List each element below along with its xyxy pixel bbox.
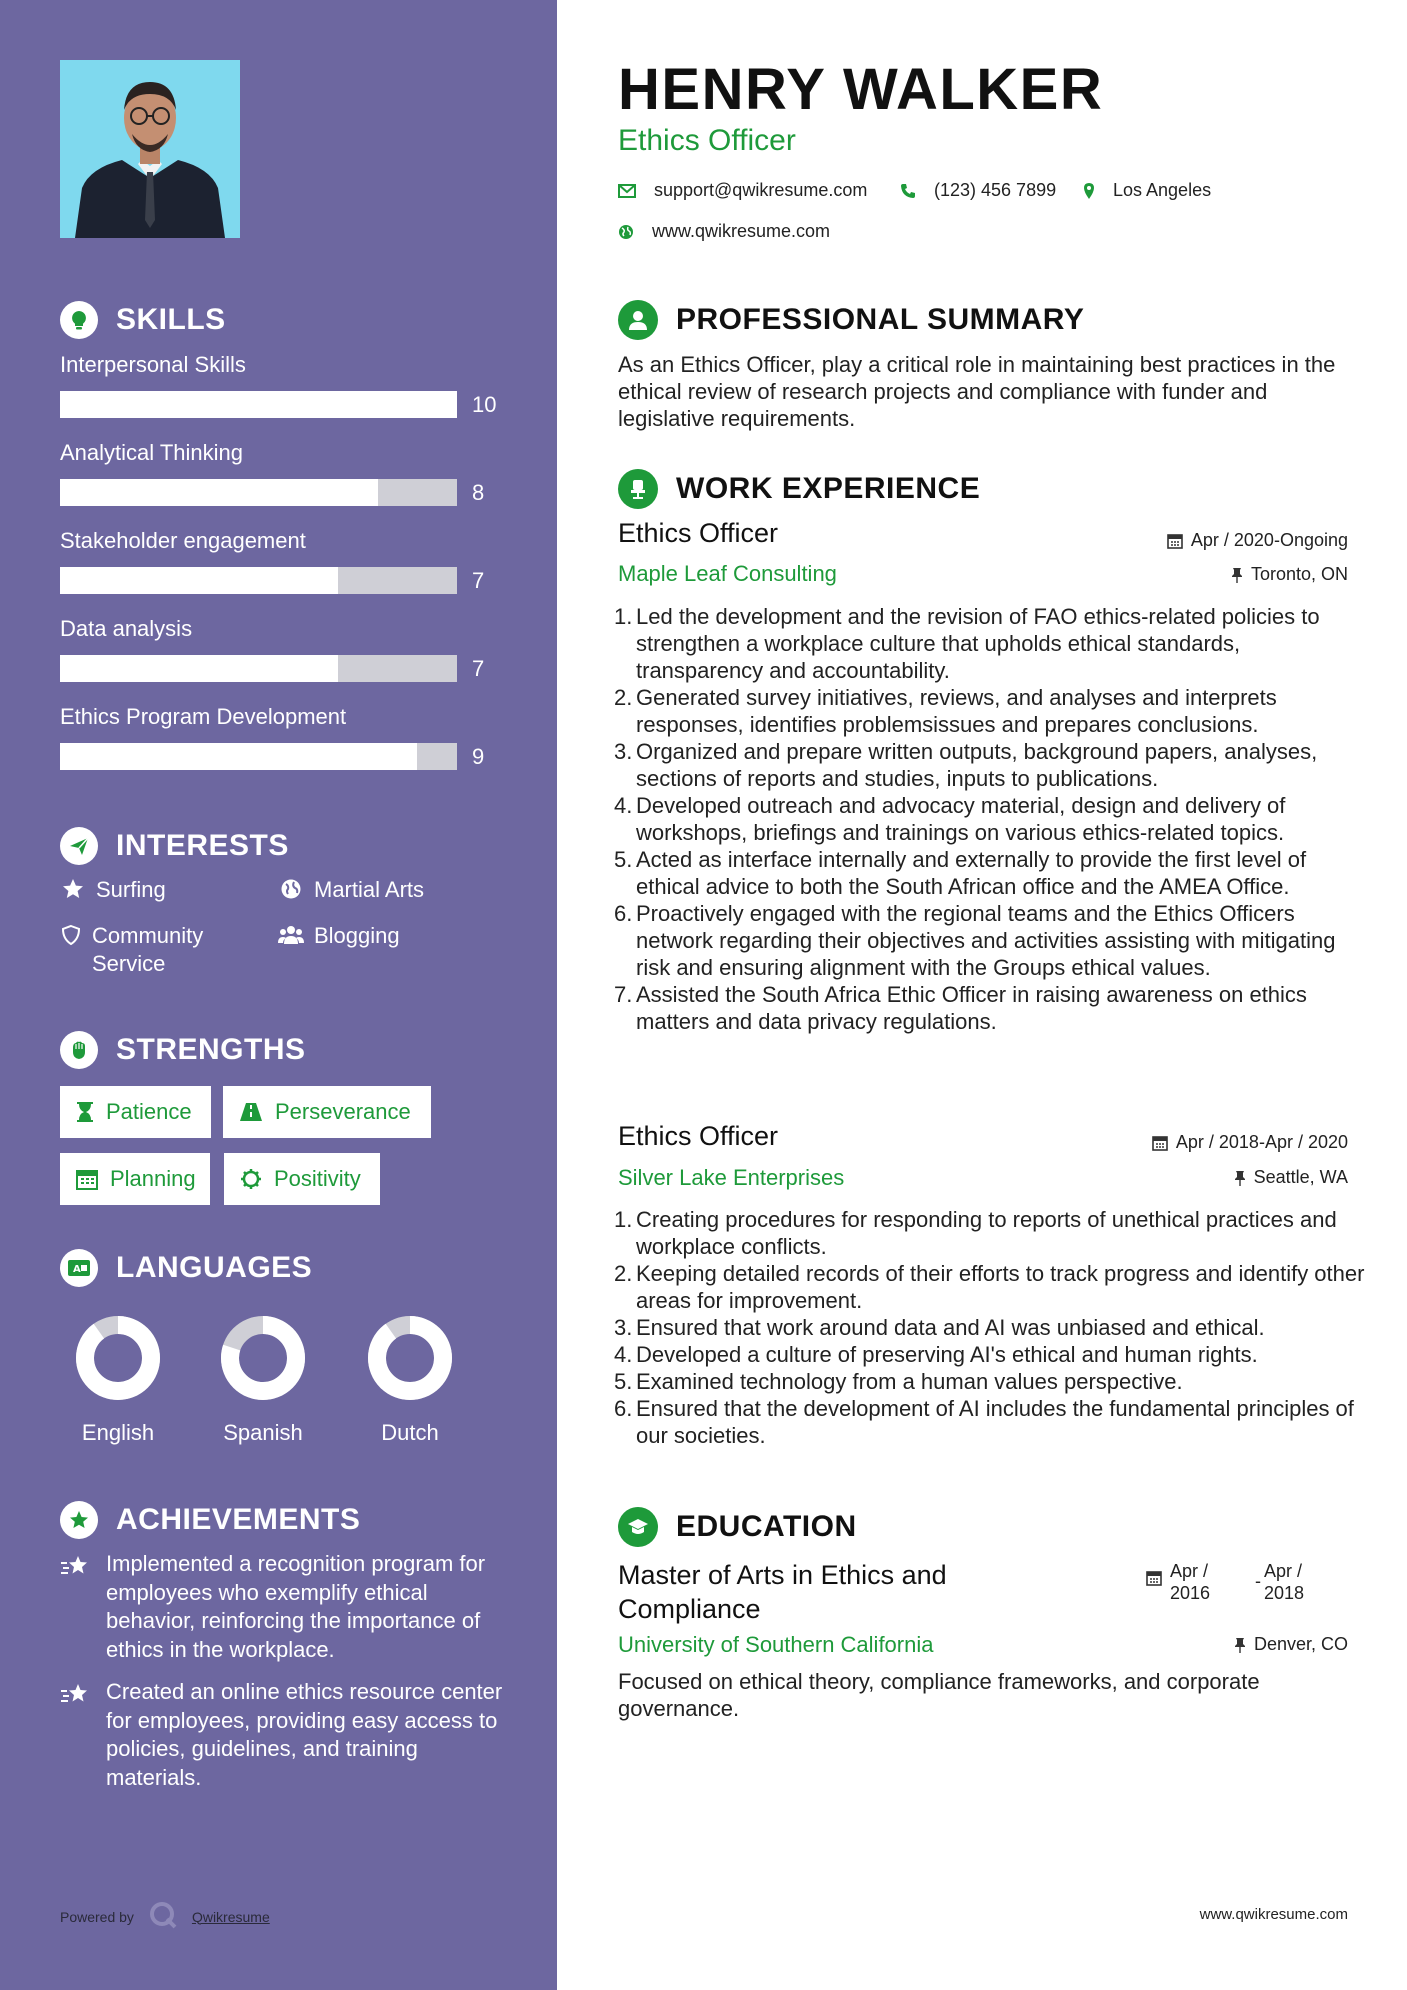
duty-item: Developed outreach and advocacy material, design and delivery of workshops, briefings and trainings on various ethics-related topics. <box>636 793 1286 845</box>
summary-text: As an Ethics Officer, play a critical role in maintaining best practices in the ethical review of research projects and compliance with funder and legislative requirements. <box>618 352 1336 431</box>
skill-bar-fill <box>60 391 457 418</box>
language-name: English <box>81 1420 155 1445</box>
degree-title: Master of Arts in Ethics and Compliance <box>618 1560 947 1624</box>
duty-item: Ensured that work around data and AI was unbiased and ethical. <box>636 1315 1265 1340</box>
strengths-heading: STRENGTHS <box>60 1031 306 1069</box>
achievement-item: Created an online ethics resource center for employees, providing easy access to policies, guidelines, and training materials. <box>60 1678 516 1792</box>
interest-item: Surfing <box>60 876 166 904</box>
job-date: Apr / 2018-Apr / 2020 <box>1152 1132 1348 1153</box>
skill-bar <box>60 567 457 594</box>
paper-plane-icon <box>60 827 98 865</box>
svg-text:A: A <box>73 1264 81 1275</box>
achievements-heading: ACHIEVEMENTS <box>60 1501 360 1539</box>
lightbulb-icon <box>60 301 98 339</box>
strength-badge: Perseverance <box>223 1086 431 1138</box>
skill-value: 7 <box>472 656 485 681</box>
duty-item: Assisted the South Africa Ethic Officer in raising awareness on ethics matters and data privacy regulations. <box>636 982 1307 1034</box>
skill-bar <box>60 743 457 770</box>
skill-bar <box>60 391 457 418</box>
pushpin-icon <box>1231 567 1243 583</box>
job-duties <box>618 603 1368 1035</box>
map-pin-icon <box>1083 182 1095 200</box>
sidebar <box>0 0 557 1990</box>
qwikresume-link[interactable]: Qwikresume <box>191 1908 270 1925</box>
candidate-role: Ethics Officer <box>618 124 796 157</box>
skill-label: Interpersonal Skills <box>60 352 246 377</box>
skill-label: Data analysis <box>60 616 193 641</box>
job-location: Seattle, WA <box>1234 1167 1348 1188</box>
pushpin-icon <box>1234 1637 1246 1653</box>
road-icon <box>239 1102 263 1122</box>
company-name: Maple Leaf Consulting <box>618 561 837 586</box>
office-chair-icon <box>618 469 658 509</box>
duty-item: Developed a culture of preserving AI's ethical and human rights. <box>636 1342 1258 1367</box>
duty-item: Keeping detailed records of their efforts to track progress and identify other areas for improvement. <box>636 1261 1365 1313</box>
edu-start-date: Apr / 2016 <box>1170 1561 1211 1603</box>
duty-item: Acted as interface internally and externally to provide the first level of ethical advice to both the South African office and the AMEA Office. <box>636 847 1307 899</box>
duty-item: Led the development and the revision of FAO ethics-related policies to strengthen a workplace culture that upholds ethical standards, transparency and accountability. <box>636 604 1320 683</box>
language-donut <box>221 1316 305 1405</box>
calendar-icon <box>1152 1135 1168 1151</box>
duty-item: Ensured that the development of AI includes the fundamental principles of our societies. <box>636 1396 1354 1448</box>
strength-badge: Positivity <box>224 1153 380 1205</box>
cog-icon <box>240 1168 262 1190</box>
company-name: Silver Lake Enterprises <box>618 1165 845 1190</box>
globe-icon <box>618 224 634 240</box>
pushpin-icon <box>1234 1170 1246 1186</box>
star-burst-icon <box>60 1550 94 1585</box>
language-donut-fill <box>85 1325 151 1391</box>
language-name: Dutch <box>381 1420 439 1445</box>
skill-value: 9 <box>472 744 485 769</box>
calendar-icon <box>76 1168 98 1190</box>
school-name: University of Southern California <box>618 1632 934 1657</box>
edu-date-separator: - <box>1255 1571 1261 1591</box>
strength-badge: Planning <box>60 1153 210 1205</box>
interest-item: Community Service <box>60 922 230 978</box>
star-burst-icon <box>60 1678 94 1713</box>
trophy-star-icon <box>60 1501 98 1539</box>
language-icon <box>60 1249 98 1287</box>
powered-by: Powered by Qwikresume <box>60 1900 270 1933</box>
strength-badge: Patience <box>60 1086 211 1138</box>
job-title: Ethics Officer <box>618 1121 779 1151</box>
users-icon <box>278 922 304 946</box>
graduation-icon <box>618 1507 658 1547</box>
interest-item: Blogging <box>278 922 400 950</box>
envelope-icon <box>618 184 636 198</box>
skill-label: Analytical Thinking <box>60 440 244 465</box>
skill-bar-fill <box>60 743 417 770</box>
duty-item: Proactively engaged with the regional teams and the Ethics Officers network regarding their objectives and activities assisting with mitigating risk and ensuring alignment with the Groups ethical values. <box>636 901 1336 980</box>
language-donut <box>76 1316 160 1405</box>
summary-heading: PROFESSIONAL SUMMARY <box>618 300 1084 340</box>
languages-heading: A LANGUAGES <box>60 1249 312 1287</box>
shield-icon <box>60 922 82 946</box>
education-description: Focused on ethical theory, compliance frameworks, and corporate governance. <box>618 1669 1260 1721</box>
contact-email[interactable]: support@qwikresume.com <box>618 180 867 201</box>
interest-item: Martial Arts <box>278 876 424 904</box>
duty-item: Generated survey initiatives, reviews, and analyses and interprets responses, identifies problemsissues and prepares conclusions. <box>636 685 1277 737</box>
interests-heading: INTERESTS <box>60 827 289 865</box>
job-title: Ethics Officer <box>618 518 779 548</box>
skill-bar-fill <box>60 655 338 682</box>
duty-item: Examined technology from a human values perspective. <box>636 1369 1183 1394</box>
skill-value: 7 <box>472 568 485 593</box>
job-date: Apr / 2020-Ongoing <box>1167 530 1348 551</box>
skill-bar <box>60 655 457 682</box>
skill-bar-fill <box>60 567 338 594</box>
duty-item: Organized and prepare written outputs, background papers, analyses, sections of reports and studies, inputs to publications. <box>636 739 1318 791</box>
achievement-item: Implemented a recognition program for employees who exemplify ethical behavior, reinforcing the importance of ethics in the workplace. <box>60 1550 516 1664</box>
language-donut <box>368 1316 452 1405</box>
hourglass-icon <box>76 1101 94 1123</box>
skills-heading: SKILLS <box>60 301 226 339</box>
skill-label: Ethics Program Development <box>60 704 347 729</box>
footer-website[interactable]: www.qwikresume.com <box>1199 1906 1348 1923</box>
skill-bar <box>60 479 457 506</box>
contact-location: Los Angeles <box>1083 180 1211 201</box>
globe-icon <box>278 876 304 900</box>
calendar-icon <box>1167 533 1183 549</box>
fist-icon <box>60 1031 98 1069</box>
edu-end-date: Apr / 2018 <box>1264 1561 1305 1603</box>
skill-value: 10 <box>472 392 497 417</box>
contact-website[interactable]: www.qwikresume.com <box>618 221 830 242</box>
phone-icon <box>900 183 916 199</box>
job-location: Toronto, ON <box>1231 564 1348 585</box>
education-heading: EDUCATION <box>618 1507 857 1547</box>
star-icon <box>60 876 86 900</box>
skill-value: 8 <box>472 480 485 505</box>
profile-photo <box>60 60 240 238</box>
calendar-icon <box>1146 1570 1162 1591</box>
experience-heading: WORK EXPERIENCE <box>618 469 980 509</box>
skill-label: Stakeholder engagement <box>60 528 306 553</box>
contact-phone[interactable]: (123) 456 7899 <box>900 180 1056 201</box>
language-name: Spanish <box>223 1420 303 1445</box>
user-icon <box>618 300 658 340</box>
candidate-name: HENRY WALKER <box>618 57 1104 122</box>
duty-item: Creating procedures for responding to reports of unethical practices and workplace conflicts. <box>636 1207 1337 1259</box>
job-duties <box>618 1206 1368 1449</box>
language-donut-fill <box>377 1325 443 1391</box>
skill-bar-fill <box>60 479 378 506</box>
edu-location: Denver, CO <box>1234 1634 1348 1655</box>
qwikresume-logo-icon <box>148 1900 178 1933</box>
